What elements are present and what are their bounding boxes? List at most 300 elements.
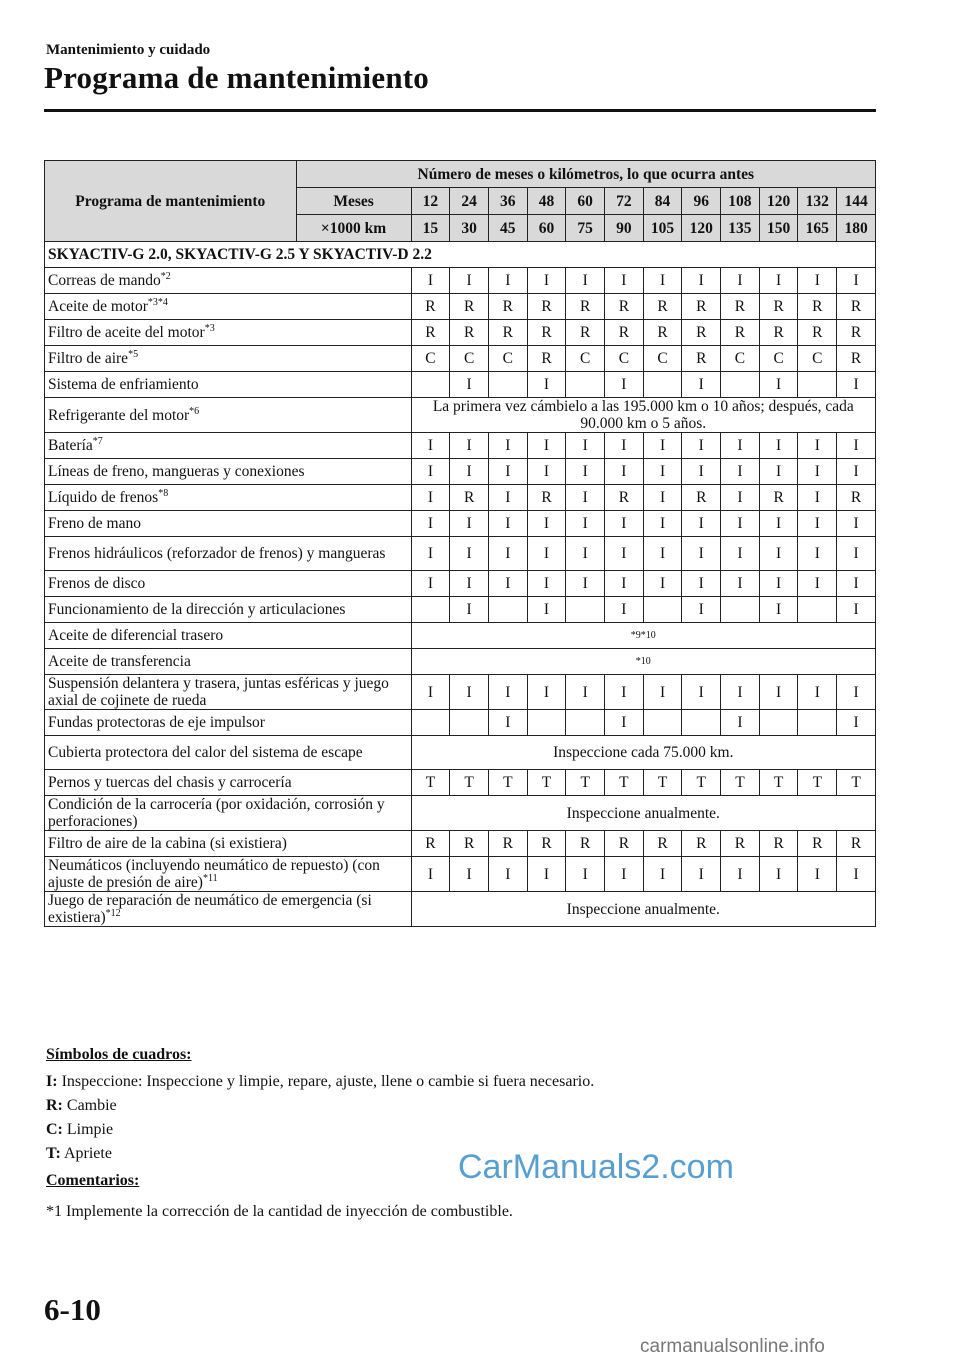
item-name <box>45 571 412 597</box>
interval-value: T <box>566 770 605 796</box>
interval-value: R <box>450 485 489 511</box>
item-name <box>45 796 412 831</box>
item-name <box>45 649 412 675</box>
interval-value: R <box>798 831 837 857</box>
interval-value: I <box>566 857 605 892</box>
legend-key: C: <box>46 1121 63 1138</box>
interval-value: C <box>643 346 682 372</box>
table-row <box>45 372 876 398</box>
page-title: Programa de mantenimiento <box>44 60 429 95</box>
interval-value: I <box>798 459 837 485</box>
month-cell: 108 <box>721 188 760 215</box>
table-row <box>45 294 876 320</box>
interval-value: R <box>527 320 566 346</box>
item-label: Pernos y tuercas del chasis y carrocería <box>48 774 292 791</box>
table-row <box>45 770 876 796</box>
table-row <box>45 892 876 927</box>
interval-value: I <box>721 268 760 294</box>
table-row <box>45 511 876 537</box>
interval-value <box>798 597 837 623</box>
interval-value: C <box>759 346 798 372</box>
interval-value: I <box>759 268 798 294</box>
interval-value: I <box>798 433 837 459</box>
interval-value: R <box>798 294 837 320</box>
table-row <box>45 623 876 649</box>
interval-value: I <box>643 571 682 597</box>
interval-value: I <box>488 537 527 571</box>
interval-value: R <box>837 294 876 320</box>
interval-value: I <box>411 571 450 597</box>
legend-item <box>46 1072 594 1092</box>
interval-value <box>682 710 721 736</box>
interval-value: R <box>837 346 876 372</box>
interval-value: I <box>837 675 876 710</box>
legend-text: Cambie <box>66 1097 117 1114</box>
table-row <box>45 710 876 736</box>
interval-value: I <box>488 485 527 511</box>
footnote-ref: *8 <box>158 488 169 499</box>
interval-value: C <box>721 346 760 372</box>
km-cell: 75 <box>566 215 605 242</box>
km-cell: 180 <box>837 215 876 242</box>
interval-value: R <box>682 346 721 372</box>
footnote-ref: *11 <box>202 873 218 884</box>
month-cell: 24 <box>450 188 489 215</box>
interval-value: R <box>759 320 798 346</box>
interval-value: I <box>798 485 837 511</box>
legend-key: T: <box>46 1145 61 1162</box>
interval-value: C <box>488 346 527 372</box>
km-cell: 120 <box>682 215 721 242</box>
item-label: Juego de reparación de neumático de emergencia (si existiera) <box>48 892 372 926</box>
interval-value: I <box>837 857 876 892</box>
title-divider <box>44 109 876 112</box>
interval-value: I <box>682 511 721 537</box>
interval-value: R <box>605 294 644 320</box>
legend-text: Limpie <box>66 1121 114 1138</box>
interval-value: I <box>759 571 798 597</box>
item-name <box>45 372 412 398</box>
table-row <box>45 675 876 710</box>
km-cell: 150 <box>759 215 798 242</box>
interval-value <box>721 372 760 398</box>
interval-value: C <box>798 346 837 372</box>
interval-value: I <box>488 710 527 736</box>
interval-value: T <box>682 770 721 796</box>
interval-value: I <box>759 511 798 537</box>
km-cell: 30 <box>450 215 489 242</box>
item-label: Neumáticos (incluyendo neumático de repuesto) (con ajuste de presión de aire) <box>48 857 380 891</box>
interval-value: R <box>527 831 566 857</box>
interval-value <box>566 597 605 623</box>
interval-value <box>566 710 605 736</box>
table-row <box>45 597 876 623</box>
item-label: Filtro de aceite del motor <box>48 324 205 341</box>
footnote-ref: *3 <box>204 323 215 334</box>
footnote-only-cell: *10 <box>411 649 875 675</box>
interval-value: I <box>837 571 876 597</box>
interval-value: I <box>605 675 644 710</box>
table-row <box>45 346 876 372</box>
table-row <box>45 398 876 433</box>
month-cell: 72 <box>605 188 644 215</box>
interval-value: I <box>450 597 489 623</box>
interval-value: R <box>450 320 489 346</box>
km-cell: 165 <box>798 215 837 242</box>
interval-value: I <box>450 537 489 571</box>
interval-value <box>643 710 682 736</box>
interval-value: I <box>837 597 876 623</box>
interval-value: R <box>798 320 837 346</box>
item-label: Batería <box>48 437 93 454</box>
interval-value: I <box>488 433 527 459</box>
interval-value: I <box>566 268 605 294</box>
item-name <box>45 710 412 736</box>
interval-value <box>488 372 527 398</box>
km-label: ×1000 km <box>296 215 411 242</box>
interval-value: I <box>411 537 450 571</box>
interval-value: R <box>759 294 798 320</box>
km-cell: 60 <box>527 215 566 242</box>
month-cell: 48 <box>527 188 566 215</box>
interval-value: I <box>605 459 644 485</box>
maintenance-schedule-table <box>44 160 876 927</box>
interval-value: I <box>527 857 566 892</box>
interval-value: I <box>682 571 721 597</box>
interval-value: R <box>643 294 682 320</box>
month-cell: 132 <box>798 188 837 215</box>
footnote-only-cell: *9*10 <box>411 623 875 649</box>
interval-value: C <box>566 346 605 372</box>
table-row <box>45 537 876 571</box>
interval-value: I <box>759 537 798 571</box>
interval-value: R <box>566 831 605 857</box>
interval-value: I <box>566 537 605 571</box>
legend-key: R: <box>46 1097 63 1114</box>
interval-value: R <box>682 831 721 857</box>
interval-value: I <box>605 710 644 736</box>
interval-value <box>566 372 605 398</box>
item-label: Cubierta protectora del calor del sistema de escape <box>48 744 363 761</box>
interval-value: I <box>721 511 760 537</box>
item-label: Aceite de motor <box>48 298 148 315</box>
engine-row: SKYACTIV-G 2.0, SKYACTIV-G 2.5 Y SKYACTIV-D 2.2 <box>45 242 876 268</box>
interval-value: I <box>759 459 798 485</box>
interval-value: I <box>566 675 605 710</box>
interval-value: R <box>643 320 682 346</box>
month-cell: 60 <box>566 188 605 215</box>
item-label: Aceite de transferencia <box>48 653 191 670</box>
km-cell: 45 <box>488 215 527 242</box>
footnote-ref: *6 <box>189 405 200 417</box>
table-row <box>45 857 876 892</box>
interval-value: R <box>682 294 721 320</box>
interval-value: I <box>527 459 566 485</box>
month-cell: 144 <box>837 188 876 215</box>
table-row <box>45 796 876 831</box>
comment-note: *1 Implemente la corrección de la cantidad de inyección de combustible. <box>46 1203 513 1220</box>
interval-value: I <box>450 675 489 710</box>
interval-value: R <box>527 294 566 320</box>
item-label: Aceite de diferencial trasero <box>48 627 224 644</box>
interval-value: I <box>759 433 798 459</box>
interval-value: R <box>605 485 644 511</box>
interval-value: R <box>837 485 876 511</box>
item-name <box>45 675 412 710</box>
interval-value: R <box>411 294 450 320</box>
interval-value: I <box>527 571 566 597</box>
interval-value <box>411 710 450 736</box>
interval-value: I <box>643 537 682 571</box>
interval-value: T <box>721 770 760 796</box>
interval-value: T <box>837 770 876 796</box>
section-label: Mantenimiento y cuidado <box>46 42 211 58</box>
item-name <box>45 268 412 294</box>
interval-value: I <box>798 857 837 892</box>
interval-value: I <box>837 537 876 571</box>
interval-value: I <box>527 511 566 537</box>
interval-value: R <box>488 320 527 346</box>
table-row <box>45 459 876 485</box>
interval-value <box>643 372 682 398</box>
interval-value: I <box>605 511 644 537</box>
interval-value: I <box>682 433 721 459</box>
item-label: Líquido de frenos <box>48 489 159 506</box>
interval-value: I <box>488 511 527 537</box>
interval-value: I <box>721 459 760 485</box>
item-name <box>45 623 412 649</box>
interval-value: R <box>837 831 876 857</box>
table-row <box>45 649 876 675</box>
interval-value: I <box>411 485 450 511</box>
month-cell: 12 <box>411 188 450 215</box>
interval-value: I <box>798 571 837 597</box>
item-name <box>45 346 412 372</box>
interval-value: I <box>605 372 644 398</box>
item-label: Filtro de aire <box>48 350 129 367</box>
interval-value <box>798 372 837 398</box>
interval-value: T <box>798 770 837 796</box>
interval-value: I <box>411 675 450 710</box>
item-label: Líneas de freno, mangueras y conexiones <box>48 463 305 480</box>
table-row <box>45 433 876 459</box>
interval-value: I <box>682 268 721 294</box>
interval-value: I <box>527 372 566 398</box>
interval-value: I <box>450 511 489 537</box>
watermark-logo: CarManuals2.com <box>458 1148 734 1186</box>
interval-value: T <box>488 770 527 796</box>
interval-value: I <box>682 857 721 892</box>
merged-instruction: Inspeccione anualmente. <box>411 892 875 927</box>
table-row <box>45 320 876 346</box>
interval-value: I <box>605 857 644 892</box>
interval-value: T <box>527 770 566 796</box>
interval-value: I <box>411 857 450 892</box>
interval-value: I <box>721 433 760 459</box>
interval-value <box>450 710 489 736</box>
interval-value: I <box>566 571 605 597</box>
interval-value: R <box>411 831 450 857</box>
legend-text: Apriete <box>63 1145 112 1162</box>
merged-instruction: Inspeccione cada 75.000 km. <box>411 736 875 770</box>
legend-text: Inspeccione: Inspeccione y limpie, repare, ajuste, llene o cambie si fuera necesario. <box>61 1073 595 1090</box>
interval-value: I <box>566 433 605 459</box>
interval-value: R <box>643 831 682 857</box>
legend-item <box>46 1096 594 1116</box>
interval-value: T <box>605 770 644 796</box>
legend-key: I: <box>46 1073 58 1090</box>
legend-heading: Símbolos de cuadros: <box>46 1046 192 1063</box>
table-row <box>45 485 876 511</box>
interval-value: I <box>527 268 566 294</box>
item-name <box>45 294 412 320</box>
interval-value: C <box>605 346 644 372</box>
comments-heading: Comentarios: <box>46 1172 140 1189</box>
interval-value: I <box>643 459 682 485</box>
month-cell: 96 <box>682 188 721 215</box>
interval-value: I <box>605 537 644 571</box>
interval-value: I <box>605 571 644 597</box>
merged-instruction: La primera vez cámbielo a las 195.000 km o 10 años; después, cada 90.000 km o 5 años. <box>411 398 875 433</box>
interval-value: R <box>527 346 566 372</box>
interval-value: I <box>837 710 876 736</box>
interval-value: I <box>721 537 760 571</box>
interval-value: R <box>605 320 644 346</box>
item-label: Refrigerante del motor <box>48 406 190 424</box>
interval-value: I <box>527 433 566 459</box>
interval-value <box>527 710 566 736</box>
interval-value: I <box>605 268 644 294</box>
item-name <box>45 770 412 796</box>
interval-value: I <box>411 459 450 485</box>
item-label: Frenos de disco <box>48 575 146 592</box>
item-name <box>45 398 412 433</box>
km-cell: 15 <box>411 215 450 242</box>
interval-value: I <box>643 485 682 511</box>
interval-value: I <box>721 710 760 736</box>
item-label: Suspensión delantera y trasera, juntas esféricas y juego axial de cojinete de rueda <box>48 675 389 709</box>
interval-value: I <box>837 268 876 294</box>
interval-value: I <box>759 597 798 623</box>
interval-value: I <box>605 433 644 459</box>
interval-value: I <box>411 433 450 459</box>
months-label: Meses <box>296 188 411 215</box>
interval-value: R <box>450 831 489 857</box>
item-name <box>45 892 412 927</box>
interval-value: R <box>488 294 527 320</box>
interval-value: I <box>488 675 527 710</box>
interval-value: R <box>682 320 721 346</box>
month-cell: 84 <box>643 188 682 215</box>
interval-value <box>411 597 450 623</box>
interval-value: R <box>721 320 760 346</box>
interval-value <box>411 372 450 398</box>
legend <box>46 1046 594 1164</box>
page-number: 6-10 <box>44 1292 101 1327</box>
interval-value: R <box>527 485 566 511</box>
legend-item <box>46 1120 594 1140</box>
interval-value: R <box>759 485 798 511</box>
km-cell: 135 <box>721 215 760 242</box>
item-name <box>45 485 412 511</box>
interval-value: I <box>643 857 682 892</box>
item-name <box>45 736 412 770</box>
interval-value: C <box>450 346 489 372</box>
interval-value: I <box>682 675 721 710</box>
interval-value: I <box>837 433 876 459</box>
interval-value: I <box>721 571 760 597</box>
table-row <box>45 736 876 770</box>
interval-value: R <box>605 831 644 857</box>
table-row <box>45 571 876 597</box>
interval-value: I <box>682 597 721 623</box>
interval-value: R <box>759 831 798 857</box>
interval-value: I <box>682 459 721 485</box>
item-name <box>45 320 412 346</box>
interval-value: I <box>798 268 837 294</box>
table-row <box>45 831 876 857</box>
interval-value: I <box>798 537 837 571</box>
item-name <box>45 459 412 485</box>
item-label: Filtro de aire de la cabina (si existiera) <box>48 835 287 852</box>
interval-value: I <box>605 597 644 623</box>
interval-value: I <box>837 459 876 485</box>
merged-instruction: Inspeccione anualmente. <box>411 796 875 831</box>
interval-value: T <box>450 770 489 796</box>
interval-value: C <box>411 346 450 372</box>
interval-value: I <box>566 511 605 537</box>
footnote-ref: *5 <box>128 349 139 360</box>
interval-value: I <box>798 511 837 537</box>
item-name <box>45 857 412 892</box>
interval-value: I <box>450 459 489 485</box>
interval-value: R <box>721 294 760 320</box>
interval-value: I <box>721 485 760 511</box>
item-label: Frenos hidráulicos (reforzador de frenos) y mangueras <box>48 545 386 562</box>
interval-value: I <box>527 675 566 710</box>
interval-value: I <box>643 511 682 537</box>
interval-value: R <box>450 294 489 320</box>
item-name <box>45 537 412 571</box>
interval-value: T <box>759 770 798 796</box>
interval-value: T <box>643 770 682 796</box>
footer-watermark: carmanualsonline.info <box>640 1336 825 1357</box>
interval-value: I <box>488 571 527 597</box>
interval-value: I <box>488 857 527 892</box>
interval-value: R <box>721 831 760 857</box>
interval-value: I <box>643 433 682 459</box>
interval-value: I <box>411 511 450 537</box>
interval-value: I <box>759 372 798 398</box>
interval-value: I <box>759 675 798 710</box>
month-cell: 36 <box>488 188 527 215</box>
interval-value: I <box>488 268 527 294</box>
item-name <box>45 831 412 857</box>
interval-value: I <box>488 459 527 485</box>
item-label: Correas de mando <box>48 272 161 289</box>
interval-value: I <box>643 675 682 710</box>
interval-value: R <box>682 485 721 511</box>
item-label: Funcionamiento de la dirección y articulaciones <box>48 601 346 618</box>
interval-value: I <box>721 675 760 710</box>
interval-value: I <box>798 675 837 710</box>
interval-caption: Número de meses o kilómetros, lo que ocurra antes <box>296 161 875 188</box>
interval-value: T <box>411 770 450 796</box>
interval-value: I <box>411 268 450 294</box>
interval-value: I <box>643 268 682 294</box>
item-label: Sistema de enfriamiento <box>48 376 199 393</box>
item-label: Freno de mano <box>48 515 141 532</box>
